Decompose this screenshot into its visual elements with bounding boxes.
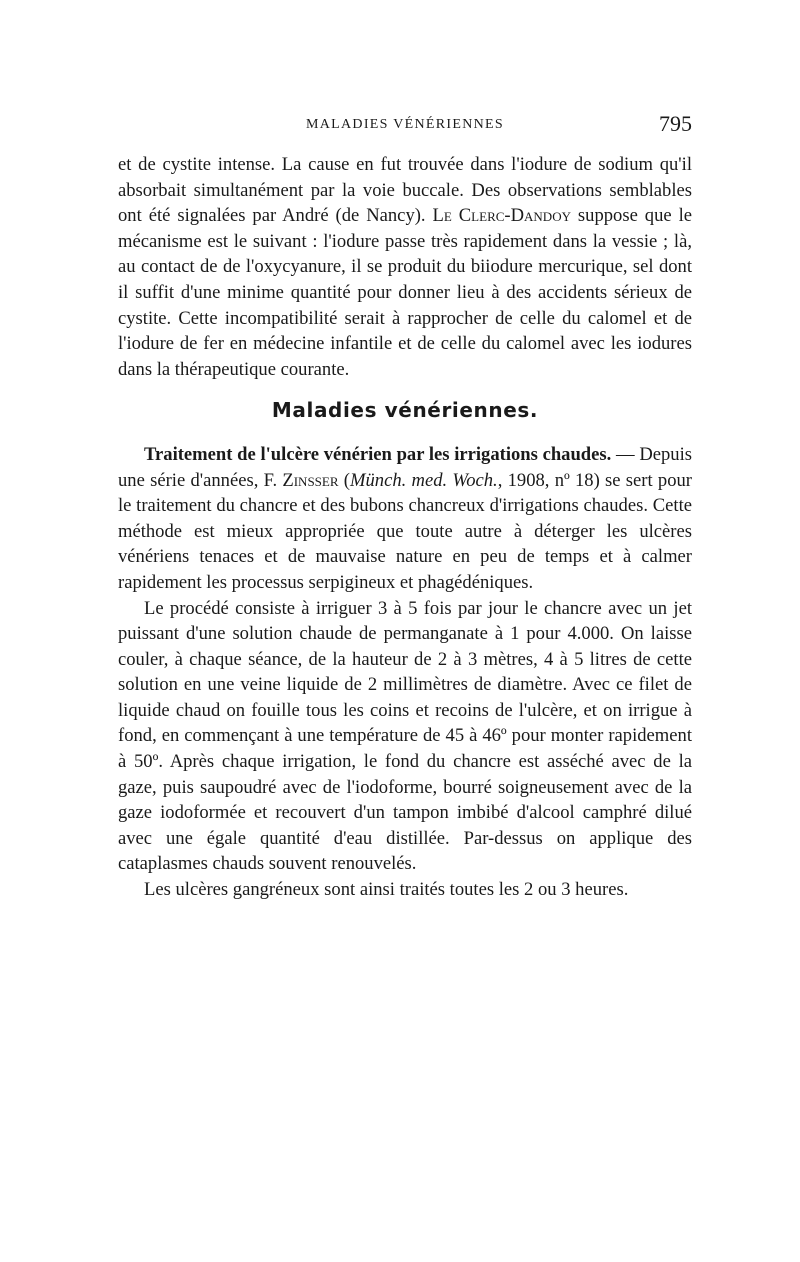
- page-number: 795: [659, 111, 692, 136]
- paragraph-procedure: Le procédé consiste à irriguer 3 à 5 fois par jour le chancre avec un jet puissant d'une solution chaude de permanganate à 1 pour 4.000. On laisse couler, à chaque séance, de la hauteur de 2 à 3 mètres, 4 à 5 litres de cette solution en une veine liquide de 2 millimètres de diamètre. Avec ce filet de liquide chaud on fouille tous les coins et recoins de l'ulcère, et on irrigue à fond, en commençant à une température de 45 à 46º pour monter rapidement à 50º. Après chaque irrigation, le fond du chancre est asséché avec de la gaze, puis saupoudré avec de l'iodoforme, bourré soigneusement avec de la gaze iodoformée et recouvert d'un tampon imbibé d'alcool camphré dilué avec une égale quantité d'eau distillée. Par-dessus on applique des cataplasmes chauds souvent renouvelés.: [118, 597, 692, 875]
- paragraph-text: — Depuis une série d'années, F.: [118, 443, 692, 491]
- journal-citation: Münch. med. Woch.: [349, 469, 498, 491]
- author-name: Le Clerc-Dandoy: [432, 205, 571, 227]
- paragraph-treatment: [118, 442, 692, 596]
- page-header: [118, 113, 692, 139]
- running-title: MALADIES VÉNÉRIENNES: [305, 117, 504, 132]
- paragraph-text: , 1908, nº 18) se sert pour le traitement du chancre et des bubons chancreux d'irrigations chaudes. Cette méthode est mieux appropriée que toute autre à déterger les ulcères vénériens tenaces et de mauvaise nature en peu de temps et à calmer rapidement les processus serpigineux et phagédéniques.: [118, 469, 692, 593]
- run-in-heading: Traitement de l'ulcère vénérien par les irrigations chaudes.: [144, 443, 612, 465]
- page-body: [118, 152, 692, 903]
- paragraph-cystitis: [118, 152, 692, 382]
- paragraph-text: suppose que le mécanisme est le suivant : l'iodure passe très rapidement dans la vessie ; là, au contact de de l'oxycyanure, il se produit du biiodure mercurique, sel dont il suffit d'une minime quantité pour donner lieu à des accidents sérieux de cystite. Cette incompatibilité serait à rapprocher de celle du calomel et de l'iodure de fer en médecine infantile et de celle du calomel avec les iodures dans la thérapeutique courante.: [118, 205, 692, 380]
- paragraph-text: et de cystite intense. La cause en fut trouvée dans l'iodure de sodium qu'il absorbait simultanément par la voie buccale. Des observations semblables ont été signalées par André (de Nancy).: [118, 154, 692, 227]
- author-name: Zinsser: [282, 469, 339, 491]
- paragraph-text: (: [338, 469, 350, 491]
- paragraph-gangrenous: Les ulcères gangréneux sont ainsi traités toutes les 2 ou 3 heures.: [144, 879, 629, 901]
- section-heading: Maladies vénériennes.: [271, 398, 539, 423]
